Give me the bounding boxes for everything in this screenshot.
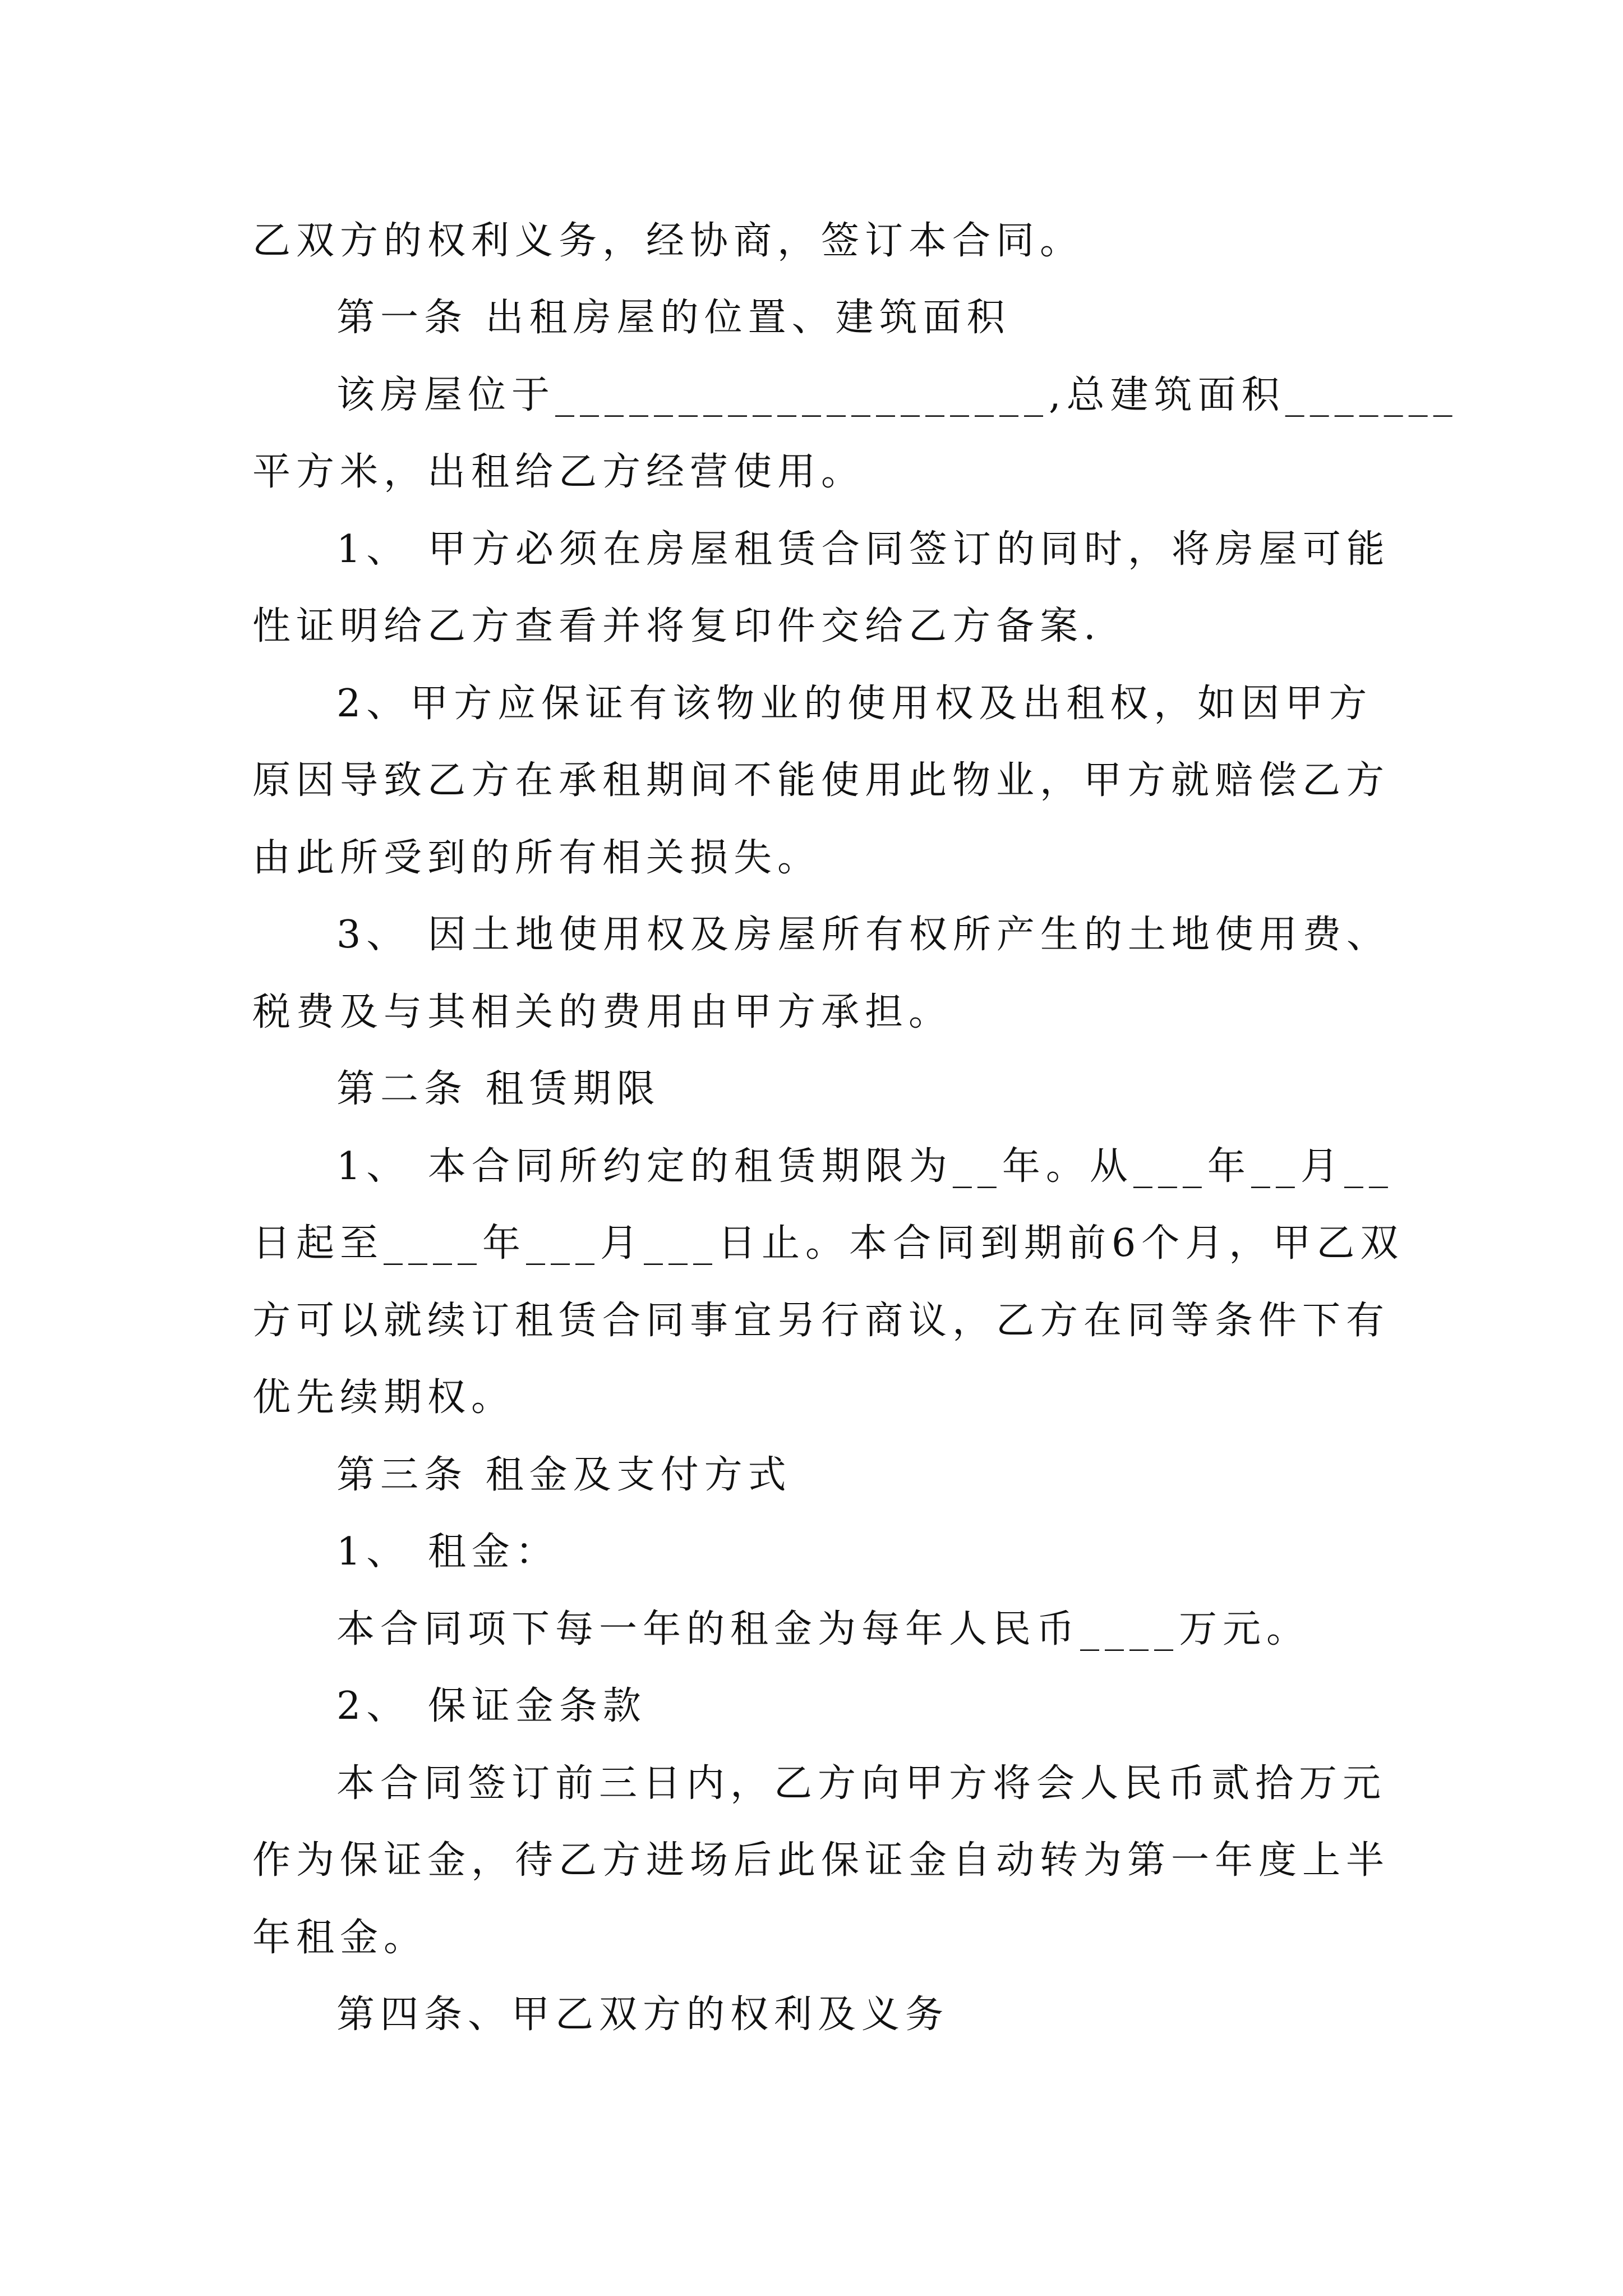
paragraph-line: 日起至____年___月___日止。本合同到期前6个月，甲乙双 (252, 1221, 1404, 1266)
paragraph-line: 1、 本合同所约定的租赁期限为__年。从___年__月__ (336, 1144, 1394, 1189)
paragraph-line: 1、 甲方必须在房屋租赁合同签订的同时，将房屋可能 (336, 527, 1390, 572)
paragraph-line: 性证明给乙方查看并将复印件交给乙方备案. (252, 604, 1101, 648)
paragraph-line: 方可以就续订租赁合同事宜另行商议，乙方在同等条件下有 (252, 1299, 1390, 1343)
article-heading: 第三条 租金及支付方式 (336, 1453, 792, 1497)
paragraph-line: 3、 因土地使用权及房屋所有权所产生的土地使用费、 (336, 913, 1390, 957)
paragraph-line: 该房屋位于____________________,总建筑面积_______ (336, 373, 1458, 417)
paragraph-line: 1、 租金： (336, 1530, 559, 1574)
article-heading: 第四条、甲乙双方的权利及义务 (336, 1993, 949, 2037)
article-heading: 第一条 出租房屋的位置、建筑面积 (336, 296, 1011, 340)
paragraph-line: 2、 保证金条款 (336, 1684, 647, 1728)
paragraph-line: 原因导致乙方在承租期间不能使用此物业，甲方就赔偿乙方 (252, 758, 1390, 803)
paragraph-line: 乙双方的权利义务，经协商，签订本合同。 (252, 219, 1084, 263)
paragraph-line: 平方米，出租给乙方经营使用。 (252, 450, 865, 494)
paragraph-line: 本合同签订前三日内，乙方向甲方将会人民币贰拾万元 (336, 1761, 1387, 1806)
paragraph-line: 2、甲方应保证有该物业的使用权及出租权，如因甲方 (336, 682, 1373, 726)
paragraph-line: 优先续期权。 (252, 1375, 515, 1420)
article-heading: 第二条 租赁期限 (336, 1067, 661, 1111)
paragraph-line: 税费及与其相关的费用由甲方承担。 (252, 990, 953, 1034)
paragraph-line: 年租金。 (252, 1916, 428, 1960)
paragraph-line: 由此所受到的所有相关损失。 (252, 836, 822, 880)
paragraph-line: 本合同项下每一年的租金为每年人民币____万元。 (336, 1607, 1311, 1651)
paragraph-line: 作为保证金，待乙方进场后此保证金自动转为第一年度上半 (252, 1838, 1390, 1883)
